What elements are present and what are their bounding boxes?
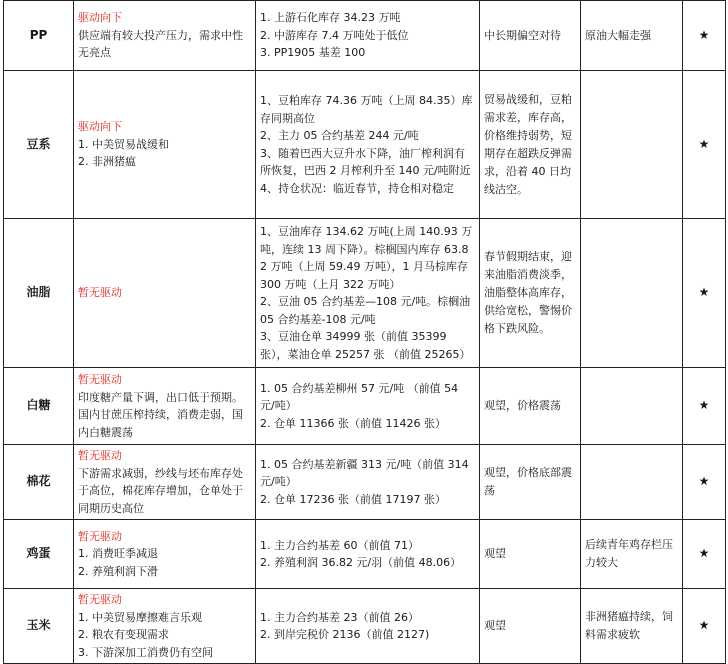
data-line: 1、豆油库存 134.62 万吨(上周 140.93 万吨，连续 13 周下降）。棕榈国内库存 63.82 万吨（上周 59.49 万吨），1 月马棕库存 300 万吨（上月 322 万吨）	[260, 225, 473, 291]
driver-direction: 暂无驱动	[78, 286, 122, 300]
data-cell	[256, 219, 480, 368]
driver-direction: 驱动向下	[78, 11, 122, 25]
data-cell	[256, 1, 480, 71]
data-line: 1. 上游石化库存 34.23 万吨	[260, 11, 401, 25]
driver-cell	[74, 1, 256, 71]
driver-line: 印度糖产量下调，出口低于预期。国内甘蔗压榨持续，消费走弱，国内白糖震荡	[78, 390, 243, 439]
driver-line: 1. 中美贸易摩擦难言乐观	[78, 610, 202, 624]
view-cell: 观望	[480, 589, 581, 664]
table-row	[4, 219, 726, 368]
commodity-name: 玉米	[4, 589, 74, 664]
commodity-name: 棉花	[4, 445, 74, 520]
driver-line: 2. 粮农有变现需求	[78, 628, 169, 641]
risk-cell	[581, 71, 683, 219]
risk-cell: 后续青年鸡存栏压力较大	[581, 520, 683, 589]
data-cell	[256, 368, 480, 445]
data-line: 2、豆油 05 合约基差—108 元/吨。棕榈油 05 合约基差-108 元/吨	[260, 295, 471, 326]
driver-direction: 暂无驱动	[78, 593, 122, 606]
commodity-name: 白糖	[4, 368, 74, 445]
risk-cell	[581, 219, 683, 368]
risk-cell: 非洲猪瘟持续，饲料需求疲软	[581, 589, 683, 664]
driver-cell	[74, 71, 256, 219]
driver-direction: 暂无驱动	[78, 529, 122, 543]
data-line: 2. 仓单 11366 张（前值 11426 张）	[260, 416, 446, 430]
view-cell: 中长期偏空对待	[480, 1, 581, 71]
table-row	[4, 71, 726, 219]
driver-direction: 暂无驱动	[78, 373, 122, 386]
data-line: 3. PP1905 基差 100	[260, 46, 366, 60]
data-line: 1. 05 合约基差新疆 313 元/吨（前值 314 元/吨）	[260, 457, 469, 489]
data-line: 2、主力 05 合约基差 244 元/吨	[260, 129, 419, 142]
commodity-name: 豆系	[4, 71, 74, 219]
commodity-name: 鸡蛋	[4, 520, 74, 589]
data-cell	[256, 520, 480, 589]
data-line: 1、豆粕库存 74.36 万吨（上周 84.35）库存同期高位	[260, 94, 473, 125]
star-rating: ★	[683, 368, 726, 445]
data-line: 3、随着巴西大豆升水下降，油厂榨利润有所恢复，巴西 2 月榨利升至 140 元/吨附近	[260, 146, 471, 177]
driver-line: 3. 下游深加工消费仍有空间	[78, 645, 213, 659]
view-cell: 观望，价格底部震荡	[480, 445, 581, 520]
data-line: 2. 到岸完税价 2136（前值 2127)	[260, 628, 430, 641]
star-rating: ★	[683, 520, 726, 589]
data-cell	[256, 445, 480, 520]
table-row	[4, 520, 726, 589]
star-rating: ★	[683, 219, 726, 368]
driver-line: 1. 消费旺季减退	[78, 547, 158, 561]
driver-cell	[74, 589, 256, 664]
view-cell: 春节假期结束，迎来油脂消费淡季，油脂整体高库存，供给宽松，警惕价格下跌风险。	[480, 219, 581, 368]
driver-cell	[74, 368, 256, 445]
commodity-name: PP	[4, 1, 74, 71]
data-line: 1. 05 合约基差柳州 57 元/吨 （前值 54 元/吨）	[260, 381, 459, 413]
view-cell: 贸易战缓和，豆粕需求差，库存高，价格维持弱势，短期存在超跌反弹需求，沿着 40 日均线沽空。	[480, 71, 581, 219]
driver-direction: 驱动向下	[78, 120, 122, 134]
driver-line: 下游需求减弱，纱线与坯布库存处于高位，棉花库存增加，仓单处于同期历史高位	[78, 466, 243, 515]
table-row	[4, 589, 726, 664]
driver-cell	[74, 219, 256, 368]
table-row	[4, 445, 726, 520]
data-cell	[256, 589, 480, 664]
view-cell: 观望，价格震荡	[480, 368, 581, 445]
data-line: 3、豆油仓单 34999 张（前值 35399 张），菜油仓单 25257 张 （前值 25265）	[260, 330, 471, 361]
data-line: 1. 主力合约基差 23（前值 26）	[260, 610, 419, 624]
driver-cell	[74, 445, 256, 520]
data-line: 2. 养殖利润 36.82 元/羽（前值 48.06）	[260, 556, 462, 569]
table-row	[4, 368, 726, 445]
commodity-name: 油脂	[4, 219, 74, 368]
table-row	[4, 1, 726, 71]
commodity-table	[3, 0, 726, 664]
driver-line: 2. 非洲猪瘟	[78, 155, 136, 169]
data-line: 2. 中游库存 7.4 万吨处于低位	[260, 28, 409, 42]
driver-line: 2. 养殖利润下滑	[78, 564, 158, 578]
risk-cell	[581, 445, 683, 520]
view-cell: 观望	[480, 520, 581, 589]
data-line: 1. 主力合约基差 60（前值 71）	[260, 538, 419, 552]
driver-cell	[74, 520, 256, 589]
risk-cell	[581, 368, 683, 445]
data-cell	[256, 71, 480, 219]
risk-cell: 原油大幅走强	[581, 1, 683, 71]
star-rating: ★	[683, 445, 726, 520]
data-line: 2. 仓单 17236 张（前值 17197 张）	[260, 492, 446, 506]
star-rating: ★	[683, 1, 726, 71]
star-rating: ★	[683, 589, 726, 664]
driver-line: 1. 中美贸易战缓和	[78, 137, 169, 151]
driver-direction: 暂无驱动	[78, 449, 122, 462]
driver-line: 供应端有较大投产压力，需求中性无亮点	[78, 28, 243, 60]
star-rating: ★	[683, 71, 726, 219]
data-line: 4、持仓状况：临近春节，持仓相对稳定	[260, 181, 454, 195]
